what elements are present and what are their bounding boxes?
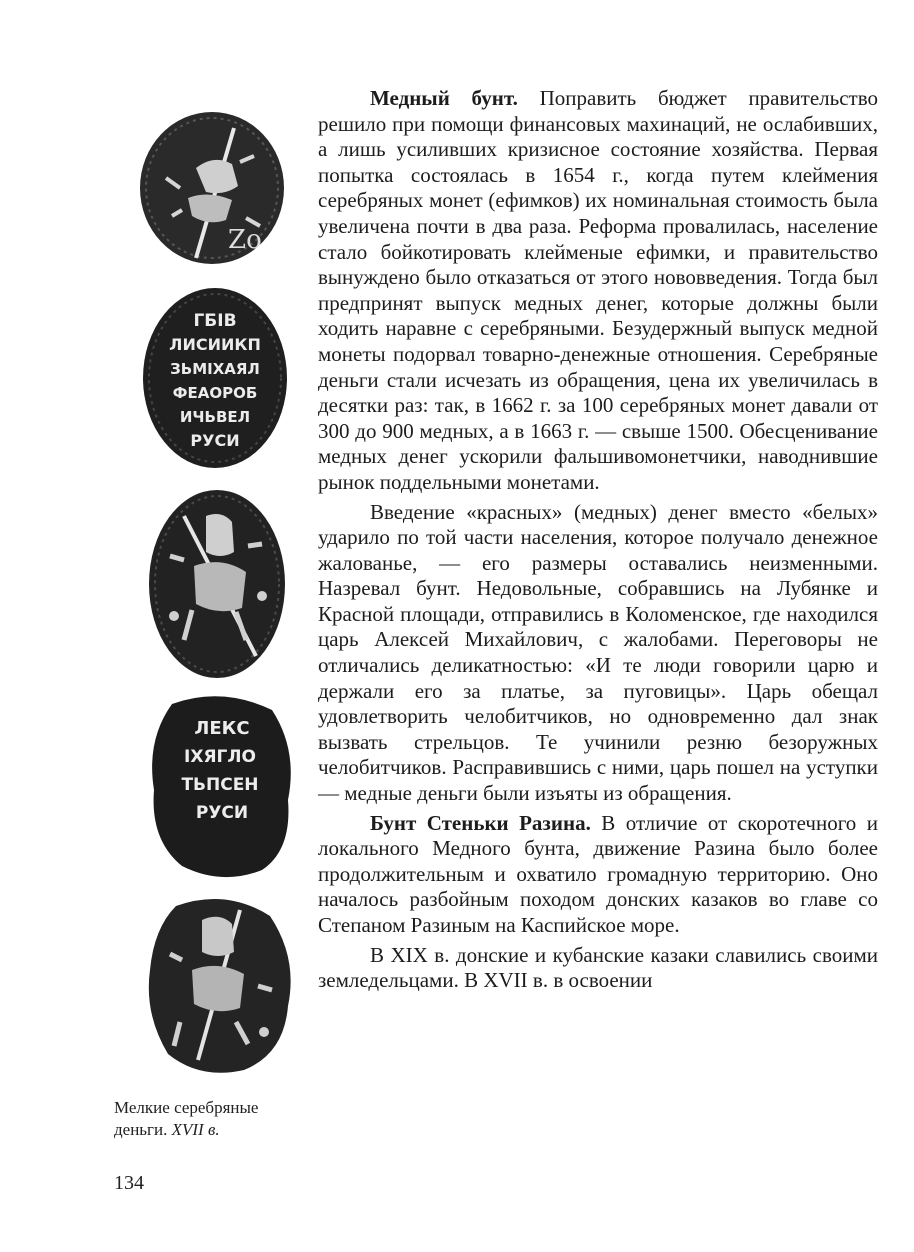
- coin-text-1-line: ФЕАОРОБ: [172, 384, 258, 402]
- main-text: [318, 86, 878, 998]
- svg-text:Zo: Zo: [228, 225, 262, 255]
- paragraph: [318, 943, 878, 994]
- coin-text-1-line: РУСИ: [190, 431, 240, 450]
- page-number: 134: [114, 1172, 144, 1194]
- coin-text-2-line: ЛЕКС: [194, 718, 250, 739]
- paragraph: [318, 500, 878, 807]
- paragraph-text: Введение «красных» (медных) денег вместо «белых» ударило по той части населения, которое получало денежное жалованье, — его размеры оставались неизменными. Назревал бунт. Недовольные, собравшись на Лубянке и Красной площади, отправились в Коломенское, где находился царь Алексей Михайлович, с жалобами. Переговоры не отличались деликатностью: «И те люди говорили царю и держали его за платье, за пуговицы». Царь обещал удовлетворить челобитчиков, но одновременно дал знак вызвать стрельцов. Те учинили резню безоружных челобитчиков. Расправившись с ними, царь пошел на уступки — медные деньги были изъяты из обращения.: [318, 499, 878, 806]
- caption-century: XVII в.: [171, 1120, 220, 1139]
- coin-text-2-line: ІХЯГЛО: [184, 747, 256, 767]
- paragraph-text: В XIX в. донские и кубанские казаки славились своими земледельцами. В XVII в. в освоении: [318, 942, 878, 993]
- coin-rider-2: [144, 486, 290, 682]
- section-heading: Медный бунт.: [370, 86, 518, 110]
- coin-text-1-line: ЛИСИИКП: [169, 335, 261, 354]
- coin-text-1-line: ГБІВ: [193, 311, 237, 331]
- caption-line-2: деньги.: [114, 1120, 172, 1139]
- coin-text-1-line: ИЧЬВЕЛ: [179, 408, 251, 426]
- section-heading: Бунт Стеньки Разина.: [370, 810, 591, 835]
- coin-text-1-line: ЗЬМІХАЯЛ: [170, 360, 260, 378]
- paragraph: [318, 86, 878, 496]
- coin-text-2-line: РУСИ: [195, 803, 249, 823]
- paragraph: [318, 811, 878, 939]
- coin-text-1: [140, 284, 290, 472]
- illustration-caption: [114, 1097, 314, 1141]
- caption-line-1: Мелкие серебряные: [114, 1098, 259, 1117]
- coin-illustrations: [118, 108, 298, 1108]
- coin-rider-3: [140, 894, 296, 1076]
- coin-text-2-line: ТЬПСЕН: [181, 775, 259, 795]
- paragraph-text: Поправить бюджет правительство решило при помощи финансовых махинаций, не ослабивших, а лишь усиливших кризисное состояние хозяйства. Первая попытка состоялась в 1654 г., когда путем клеймения серебряных монет (ефимков) их номинальная стоимость была увеличена почти в два раза. Реформа провалилась, население стало бойкотировать клейменые ефимки, и правительство вынуждено было отказаться от этого нововведения. Тогда был предпринят выпуск медных денег, которые должны были ходить наравне с серебряными. Безудержный выпуск медной монеты подорвал товарно-денежные отношения. Серебряные деньги стали исчезать из обращения, цена их увеличилась в десятки раз: так, в 1662 г. за 100 серебряных монет давали от 300 до 900 медных, а в 1663 г. — свыше 1500. Обесценивание медных денег ускорили фальшивомонетчики, наводнившие рынок поддельными монетами.: [318, 86, 878, 494]
- paragraph-text: В отличие от скоротечного и локального Медного бунта, движение Разина было более продолжительным и охватило громадную территорию. Оно началось разбойным походом донских казаков во главе со Степаном Разиным на Каспийское море.: [318, 810, 878, 937]
- coin-rider-1: [136, 108, 288, 268]
- coin-text-2: [142, 690, 296, 880]
